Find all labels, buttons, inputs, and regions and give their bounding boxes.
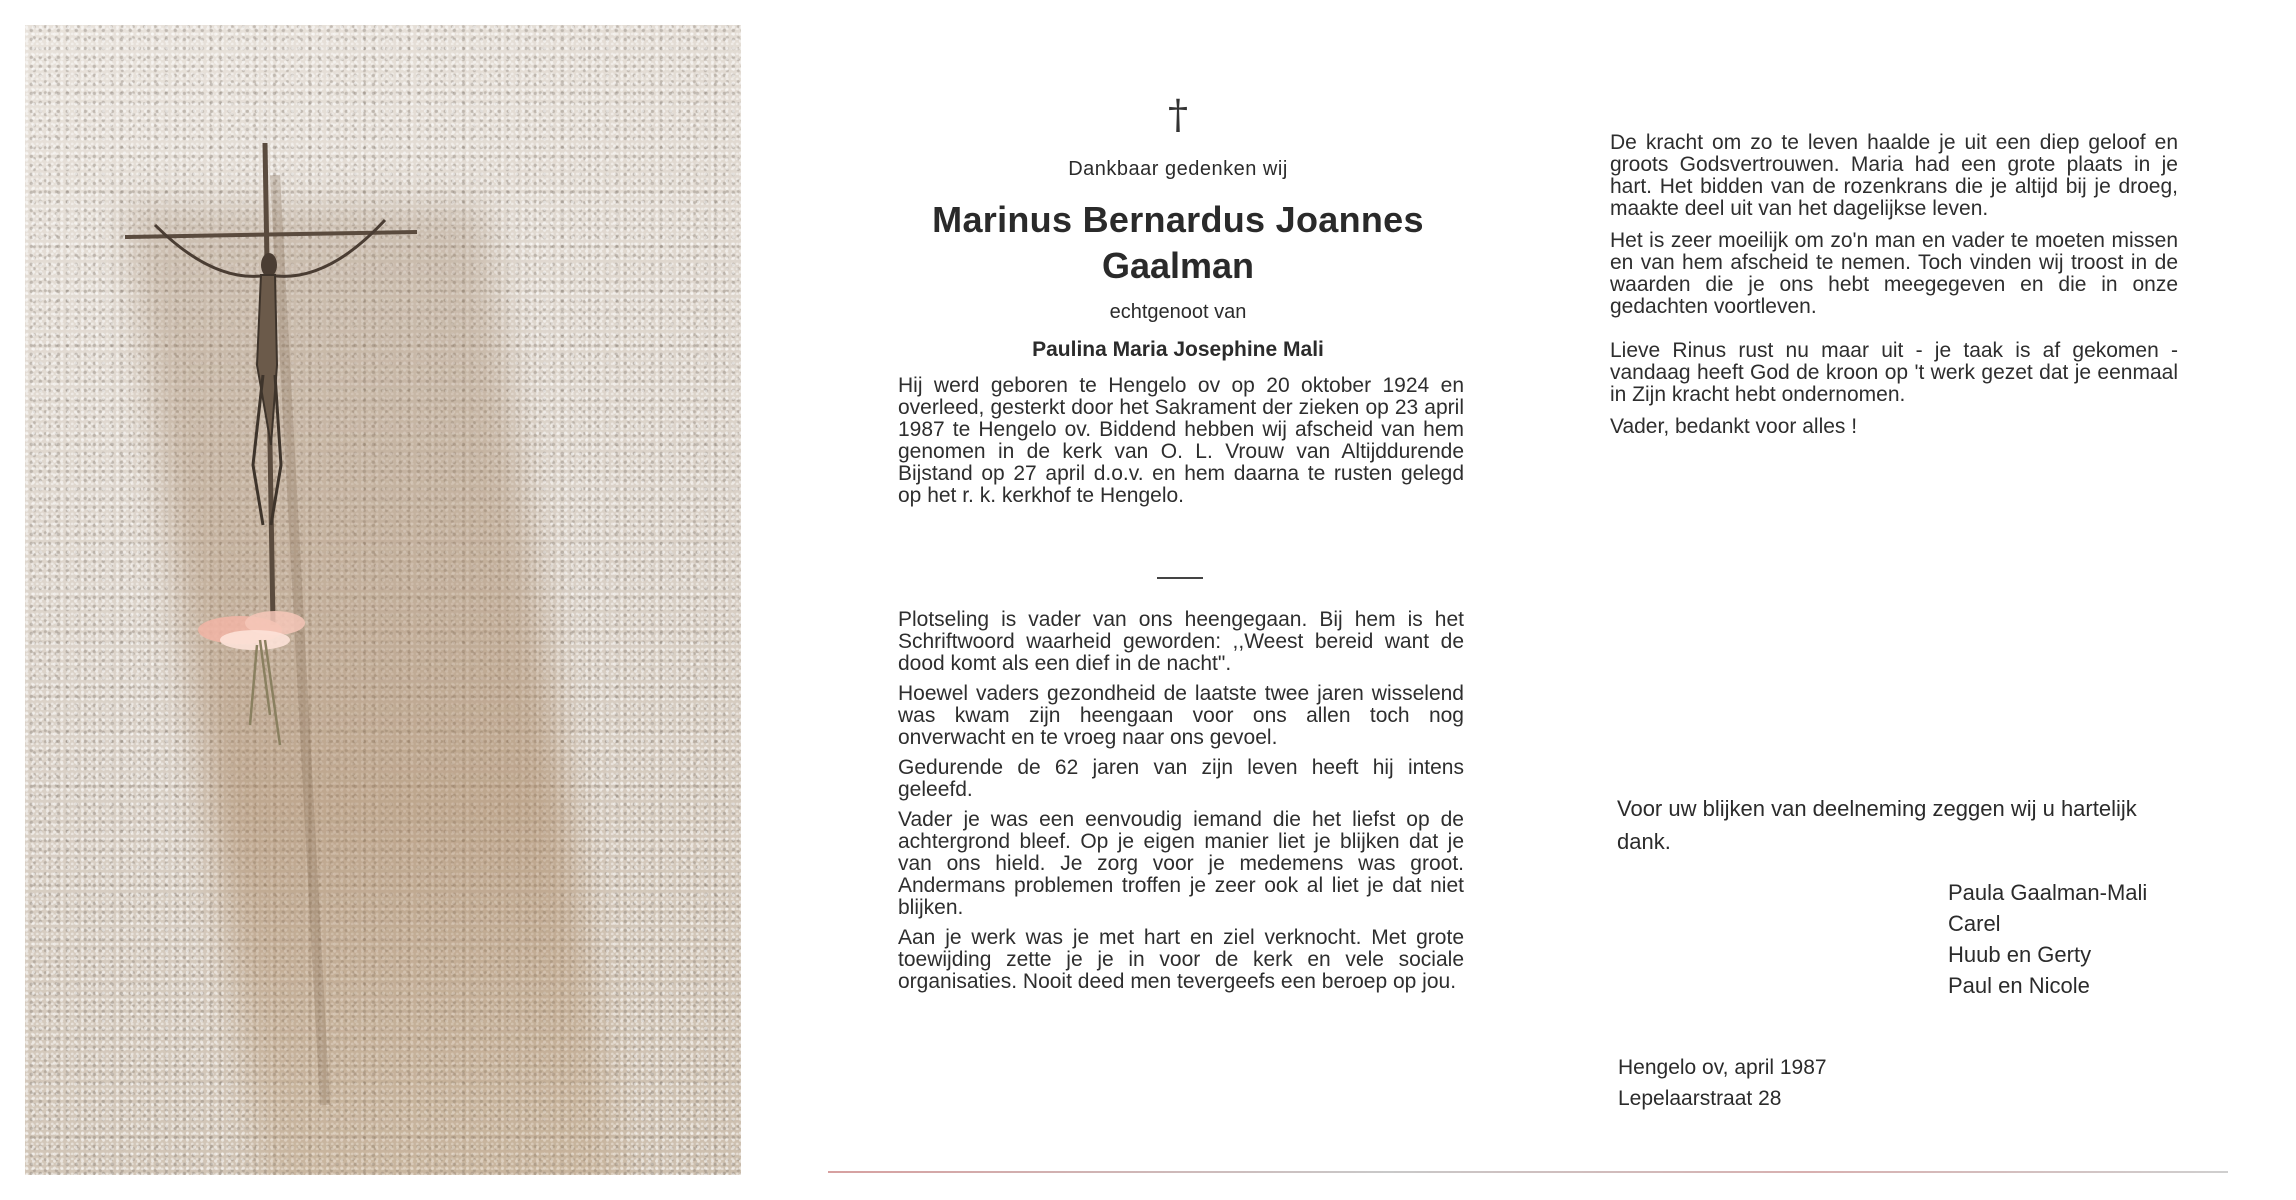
thanks-text: Voor uw blijken van deelneming zeggen wij u hartelijk dank. — [1617, 796, 2137, 854]
family-signatures — [1948, 877, 2147, 1001]
cross-icon: † — [1168, 92, 1188, 138]
obituary-paragraph — [898, 375, 1464, 515]
address: Lepelaarstraat 28 — [1618, 1087, 1782, 1110]
spouse-label: echtgenoot van — [1109, 301, 1247, 323]
farewell-closing: Vader, bedankt voor alles ! — [1610, 415, 1858, 438]
spouse-name: Paulina Maria Josephine Mali — [1032, 338, 1324, 361]
obituary-header — [898, 92, 1458, 362]
family-member: Paul en Nicole — [1948, 973, 2090, 998]
memory-paragraph: Aan je werk was je met hart en ziel verknocht. Met grote toewijding zette je je in voor de kerk en vele sociale organisaties. Nooit deed men tevergeefs een beroep op jou. — [898, 926, 1464, 993]
farewell-paragraph: Lieve Rinus rust nu maar uit - je taak is af gekomen - vandaag heeft God de kroon op 't werk gezet dat je eenmaal in Zijn kracht hebt ondernomen. — [1610, 339, 2178, 406]
memory-paragraph: De kracht om zo te leven haalde je uit een diep geloof en groots Godsvertrouwen. Maria had een grote plaats in je hart. Het bidden van de rozenkrans die je altijd bij je droeg, maakte deel uit van het dagelijkse leven. — [1610, 131, 2178, 220]
deceased-name-line2: Gaalman — [1101, 245, 1255, 286]
family-member: Huub en Gerty — [1948, 942, 2092, 967]
deceased-name-line1: Marinus Bernardus Joannes — [932, 199, 1424, 240]
memory-paragraph: Hoewel vaders gezondheid de laatste twee jaren wisselend was kwam zijn heengaan voor ons allen toch nog onverwacht en te vroeg naar ons gevoel. — [898, 682, 1464, 749]
family-member: Carel — [1948, 911, 2001, 936]
memory-paragraph: Plotseling is vader van ons heengegaan. Bij hem is het Schriftwoord waarheid geworden: ,,Weest bereid want de dood komt als een dief in de nacht". — [898, 608, 1464, 675]
family-member: Paula Gaalman-Mali — [1948, 880, 2148, 905]
intro-text: Dankbaar gedenken wij — [1068, 158, 1288, 180]
place-and-address — [1618, 1052, 1827, 1114]
memory-paragraph: Gedurende de 62 jaren van zijn leven heeft hij intens geleefd. — [898, 756, 1464, 801]
crucifix-photo — [25, 25, 741, 1175]
place-date: Hengelo ov, april 1987 — [1618, 1056, 1827, 1079]
divider — [1157, 577, 1203, 579]
bottom-edge-line — [828, 1171, 2228, 1173]
memory-paragraph: Vader je was een eenvoudig iemand die het liefst op de achtergrond bleef. Op je eigen manier liet je blijken dat je van ons hield. Je zorg voor je medemens was groot. Andermans problemen troffen je zeer ook al liet je dat niet blijken. — [898, 808, 1464, 919]
memories-left — [898, 609, 1464, 1001]
memories-right — [1610, 132, 2178, 448]
crucifix-icon — [25, 25, 741, 1175]
memory-paragraph: Het is zeer moeilijk om zo'n man en vader te moeten missen en van hem afscheid te nemen. Toch vinden wij troost in de waarden die je ons hebt meegegeven en die in onze gedachten voortleven. — [1610, 229, 2178, 318]
obituary-text: Hij werd geboren te Hengelo ov op 20 oktober 1924 en overleed, gesterkt door het Sakrament der zieken op 23 april 1987 te Hengelo ov. Biddend hebben wij afscheid van hem genomen in de kerk van O. L. Vrouw van Altijddurende Bijstand op 27 april d.o.v. en hem daarna te rusten gelegd op het r. k. kerkhof te Hengelo. — [898, 374, 1464, 507]
